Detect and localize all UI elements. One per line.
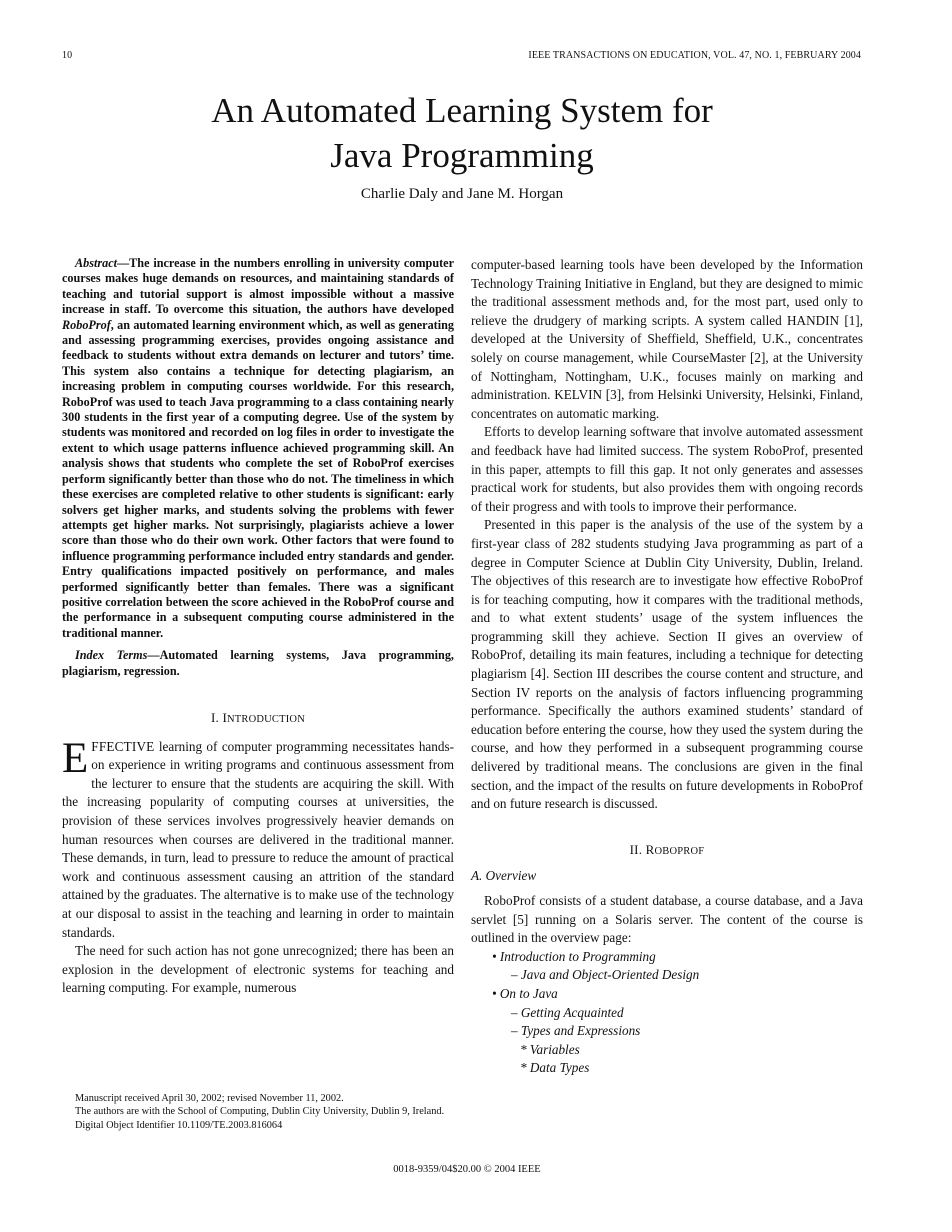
- abstract: [62, 256, 454, 641]
- section-rest: NTRODUCTION: [226, 713, 305, 725]
- index-terms-text: —Automated learning systems, Java programming, plagiarism, regression.: [62, 648, 454, 678]
- right-paragraph-4: RoboProf consists of a student database, a course database, and a Java servlet [5] running on a Solaris server. The content of the course is outlined in the overview page:: [471, 893, 863, 946]
- section-number: II.: [629, 841, 643, 857]
- intro-paragraph-1-text: learning of computer programming necessitates hands-on experience in writing programs and continuous assessment from the lecturer to ensure that the students are acquiring the skill. With the increasing popularity of computing courses at universities, the provision of these services involves progressively heavier demands on human resources when courses are delivered in the traditional manner. These demands, in turn, lead to pressure to reduce the amount of practical work and continuous assessment causing an attrition of the standard attained by the graduates. The alternative is to make use of the technology at our disposal to assist in the teaching and learning in order to maintain standards.: [62, 738, 454, 940]
- intro-paragraph-1: [62, 734, 454, 943]
- journal-header: IEEE TRANSACTIONS ON EDUCATION, VOL. 47, NO. 1, FEBRUARY 2004: [528, 50, 861, 61]
- list-item: * Variables: [520, 1041, 580, 1057]
- index-terms-label: Index Terms: [75, 648, 148, 663]
- abstract-text-1: —The increase in the numbers enrolling in university computer courses makes huge demands on resources, and maintaining standards of teaching and tutorial support is almost impossible without a massive increase in staff. To overcome this situation, the authors have developed: [62, 256, 454, 317]
- list-item: * Data Types: [520, 1060, 590, 1076]
- left-column: [62, 256, 454, 998]
- section-initial: I: [222, 709, 227, 725]
- right-paragraph-2: Efforts to develop learning software that involve automated assessment and feedback have had limited success. The system RoboProf, presented in this paper, attempts to fill this gap. It not only generates and assesses practical work for students, but also provides them with ongoing records of their progress and with tools to improve their performance.: [471, 424, 863, 514]
- abstract-text-2: , an automated learning environment which, as well as generating and assessing programming exercises, provides ongoing assistance and feedback to students without extra demands on lecturer and tutors’ time. This system also contains a technique for detecting plagiarism, an increasing problem in computing courses worldwide. For this research, RoboProf was used to teach Java programming to a class containing nearly 300 students in the first year of a computing degree. Use of the system by students was monitored and recorded on log files in order to investigate the extent to which usage patterns influence achieved programming skill. An analysis shows that students who complete the set of RoboProf exercises perform significantly better than those who do not. The timeliness in which these exercises are completed relative to other students is significant: early solvers get higher marks, and students solving the problems with fewer attempts get higher marks. Not surprisingly, plagiarists achieve a lower score than those who do their own work. Other factors that were found to influence programming performance included entry standards and gender. Entry qualifications impacted positively on performance, and males performed significantly better than females. There was a significant positive correlation between the score achieved in the RoboProf course and the performance in a subsequent computing course administered in the traditional manner.: [62, 317, 454, 640]
- section-number: I.: [211, 709, 219, 725]
- right-paragraph-3: Presented in this paper is the analysis of the use of the system by a first-year class of 282 students studying Java programming as part of a degree in Computer Science at Dublin City University, Dublin, Ireland. The objectives of this research are to investigate how effective RoboProf is for teaching computing, how it compares with the traditional methods, and to what extent students’ usage of the system influences the programming skill they achieve. Section II gives an overview of RoboProf, detailing its main features, including a technique for detecting plagiarism [4]. Section III describes the course content and structure, and Section IV reports on the analysis of factors influencing programming performance. Specifically the authors examined students’ standard of education before entering the course, how they used the system during the course, and how they performed in a subsequent programming course delivered by traditional means. The conclusions are given in the final section, and the impact of the results on future developments in RoboProf and on future research is discussed.: [471, 517, 863, 812]
- index-terms: [62, 648, 454, 679]
- section-heading-roboprof: [471, 841, 863, 862]
- footnote-affiliation: The authors are with the School of Computing, Dublin City University, Dublin 9, Ireland.: [75, 1106, 445, 1118]
- paper-title: [62, 88, 862, 178]
- list-item: – Getting Acquainted: [511, 1004, 624, 1020]
- authors: Charlie Daly and Jane M. Horgan: [360, 186, 564, 202]
- section-heading-introduction: [62, 709, 454, 730]
- drop-cap: E: [62, 734, 89, 782]
- title-line-2: Java Programming: [330, 136, 594, 175]
- abstract-system-name: RoboProf: [62, 317, 111, 332]
- title-line-1: An Automated Learning System for: [211, 91, 713, 130]
- footnotes: [62, 1092, 454, 1132]
- footnote-doi: Digital Object Identifier 10.1109/TE.2003.816064: [75, 1119, 283, 1131]
- subsection-heading-overview: A. Overview: [471, 868, 537, 884]
- section-initial: R: [645, 841, 655, 857]
- section-rest: OBOPROF: [654, 845, 705, 857]
- intro-paragraph-2: The need for such action has not gone unrecognized; there has been an explosion in the development of electronic systems for teaching and learning computing. For example, numerous: [62, 943, 454, 996]
- list-item: – Types and Expressions: [511, 1023, 641, 1039]
- footnote-received: Manuscript received April 30, 2002; revised November 11, 2002.: [75, 1093, 344, 1104]
- right-paragraph-1: computer-based learning tools have been developed by the Information Technology Training Initiative in England, but they are designed to mimic the traditional assessment methods and, for the most part, used only to relieve the drudgery of marking scripts. A system called HANDIN [1], developed at the University of Sheffield, Sheffield, U.K., concentrates solely on course management, while CourseMaster [2], at the University of Nottingham, Nottingham, U.K., focuses mainly on marking and administration. KELVIN [3], from Helsinki University, Helsinki, Finland, concentrates on automatic marking.: [471, 257, 863, 421]
- page-number: 10: [62, 50, 73, 61]
- right-column: [471, 256, 863, 1078]
- abstract-label: Abstract: [75, 256, 117, 270]
- list-item: • On to Java: [492, 985, 558, 1001]
- intro-first-word: FFECTIVE: [91, 738, 155, 754]
- list-item: – Java and Object-Oriented Design: [511, 967, 700, 983]
- course-outline-list: [471, 948, 863, 1078]
- list-item: • Introduction to Programming: [492, 948, 656, 964]
- copyright-line: [62, 1164, 952, 1175]
- copyright-text: 0018-9359/04$20.00 © 2004 IEEE: [393, 1164, 541, 1175]
